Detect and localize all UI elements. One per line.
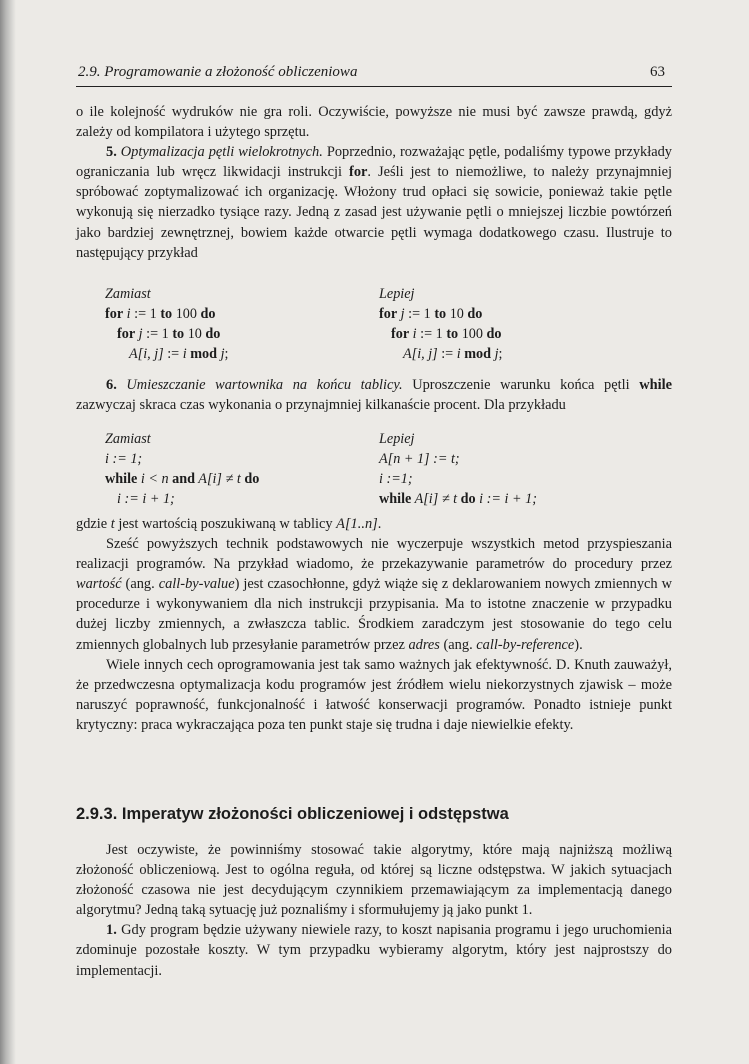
example-2-left-code: Zamiast i := 1; while i < n and A[i] ≠ t do i := i + 1; [105, 431, 260, 507]
text-block-middle [76, 514, 672, 735]
example-1-left-code: Zamiast for i := 1 to 100 do for j := 1 to 10 do A[i, j] := i mod j; [105, 286, 229, 362]
code-line: A[n + 1] := t; [379, 451, 460, 467]
running-header-title: 2.9. Programowanie a złożoność obliczeniowa [78, 64, 358, 80]
code-line: for j := 1 to 10 do [379, 306, 483, 322]
code-line: i := 1; [105, 451, 143, 467]
example-1-right-code: Lepiej for j := 1 to 10 do for i := 1 to 100 do A[i, j] := i mod j; [379, 286, 503, 362]
example-2-right-code: Lepiej A[n + 1] := t; i :=1; while A[i] ≠ t do i := i + 1; [379, 431, 537, 507]
code-line: i := i + 1; [117, 491, 175, 507]
code-line: while A[i] ≠ t do i := i + 1; [379, 491, 537, 507]
paragraph-where: gdzie t jest wartością poszukiwaną w tablicy A[1..n]. [76, 516, 382, 532]
code-line: for j := 1 to 10 do [117, 326, 221, 342]
header-rule [76, 86, 672, 87]
text-block-top [76, 102, 672, 263]
section-heading: 2.9.3. Imperatyw złożoności obliczeniowej i odstępstwa [76, 805, 509, 823]
paragraph-item-5: 5. Optymalizacja pętli wielokrotnych. Poprzednio, rozważając pętle, podaliśmy typowe przykłady ograniczania lub wręcz likwidacji instrukcji for. Jeśli jest to niemożliwe, to należy przynajmniej spróbować zoptymalizować ich organizację. Włożony trud opłaci się sowicie, ponieważ takie pętle wykonują się nierzadko tysiące razy. Jedną z zasad jest używanie pętli o mniejszej liczbie powtórzeń jako bardziej zewnętrznej, bowiem każde otwarcie pętli wymaga dodatkowego czasu. Ilustruje to następujący przykład [76, 144, 672, 261]
paragraph-item-6: 6. Umieszczanie wartownika na końcu tablicy. Uproszczenie warunku końca pętli while zazwyczaj skraca czas wykonania o przynajmniej kilkanaście procent. Dla przykładu [76, 377, 672, 414]
code-line: for i := 1 to 100 do [391, 326, 502, 342]
code-line: while i < n and A[i] ≠ t do [105, 471, 260, 487]
code-line: for i := 1 to 100 do [105, 306, 216, 322]
code-line: i :=1; [379, 471, 413, 487]
paragraph-knuth: Wiele innych cech oprogramowania jest tak samo ważnych jak efektywność. D. Knuth zauważył, że przedwczesna optymalizacja kodu programów jest źródłem wielu niekorzystnych zjawisk – może naruszyć poprawność, funkcjonalność i łatwość konserwacji programów. Ponadto istnieje punkt krytyczny: praca wykraczająca poza ten punkt staje się trudna i daje niewielkie efekty. [76, 656, 672, 733]
page-number: 63 [650, 64, 665, 80]
code-line: A[i, j] := i mod j; [403, 346, 503, 362]
text-block-item-6 [76, 375, 672, 415]
paragraph-section-intro: Jest oczywiste, że powinniśmy stosować takie algorytmy, które mają najniższą możliwą złożoność obliczeniową. Jest to ogólna reguła, od której są liczne odstępstwa. W jakich sytuacjach złożoność czasowa nie jest decydującym czynnikiem przemawiającym za implementacją danego algorytmu? Jedną taką sytuację już poznaliśmy i sformułujemy ją jako punkt 1. [76, 842, 672, 919]
paragraph-item-1: 1. Gdy program będzie używany niewiele razy, to koszt napisania programu i jego uruchomienia zdominuje pozostałe koszty. W tym przypadku wybieramy algorytm, który jest najprostszy do implementacji. [76, 922, 672, 979]
paragraph-six-techniques: Sześć powyższych technik podstawowych nie wyczerpuje wszystkich metod przyspieszania realizacji programów. Na przykład wiadomo, że przekazywanie parametrów do procedury przez wartość (ang. call-by-value) jest czasochłonne, gdyż wiąże się z deklarowaniem nowych zmiennych w procedurze i wykonywaniem dla nich instrukcji przypisania. Ma to istotne znaczenie w przypadku dużej liczby zmiennych, a zwłaszcza tablic. Środkiem zaradczym jest stosowanie do tego celu zmiennych globalnych lub przesyłanie parametrów przez adres (ang. call-by-reference). [76, 536, 672, 653]
code-line: A[i, j] := i mod j; [129, 346, 229, 362]
text-block-section [76, 840, 672, 981]
paragraph-intro: o ile kolejność wydruków nie gra roli. Oczywiście, powyższe nie musi być zawsze prawdą, gdyż zależy od kompilatora i użytego sprzętu. [76, 104, 672, 141]
